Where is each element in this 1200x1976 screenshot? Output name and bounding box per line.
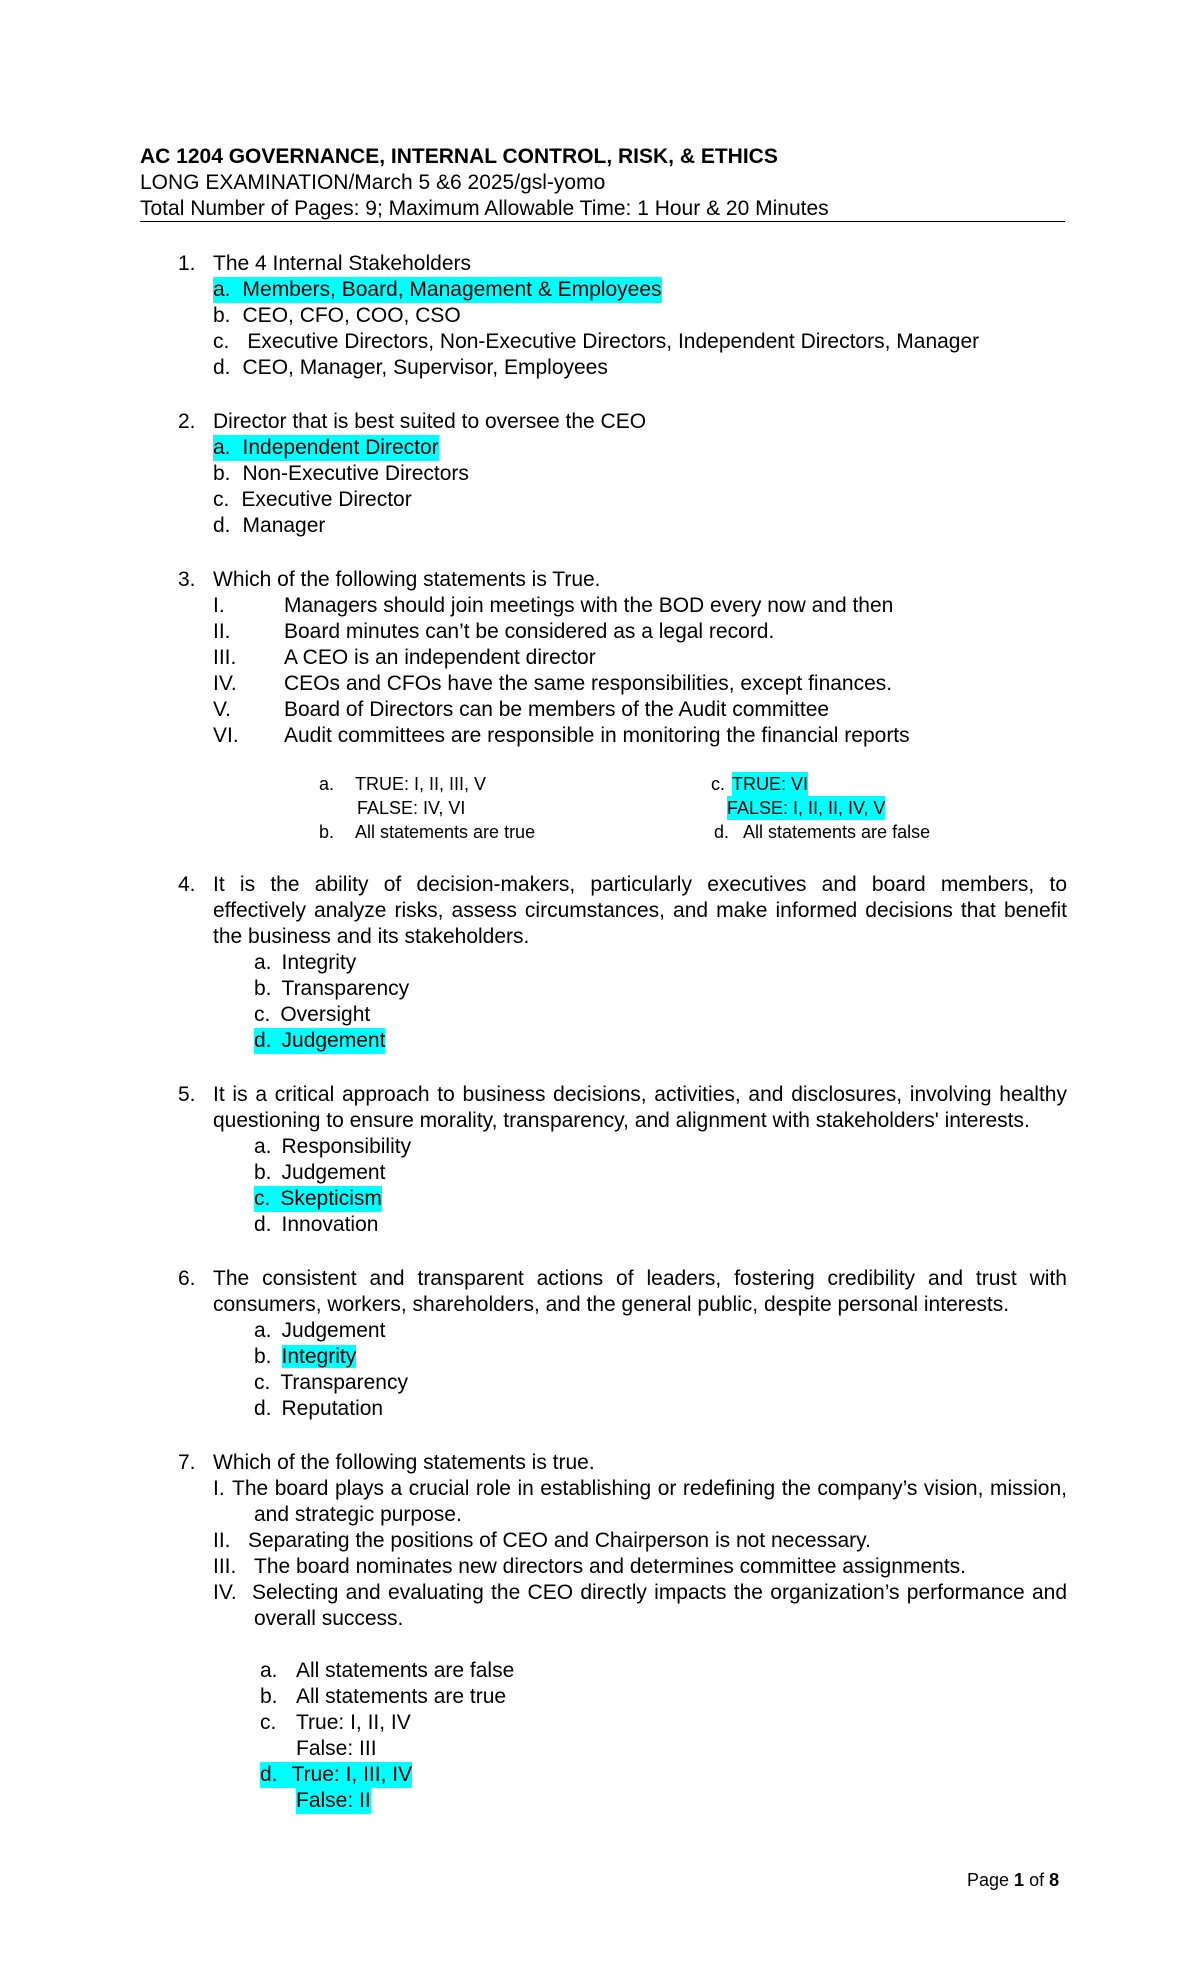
statement-text-continued: overall success. xyxy=(254,1607,404,1630)
option-text: Judgement xyxy=(281,1319,386,1342)
option-text: All statements are false xyxy=(296,1659,515,1682)
option-text: Independent Director xyxy=(242,436,439,459)
question-number: 3. xyxy=(178,568,196,591)
option-letter: b. xyxy=(260,1685,278,1708)
statement-text: Managers should join meetings with the BOD every now and then xyxy=(284,594,894,617)
question-stem-line: questioning to ensure morality, transparency, and alignment with stakeholders' interests. xyxy=(213,1109,1030,1132)
option-c xyxy=(254,1370,408,1396)
option-text: Manager xyxy=(242,514,326,537)
option-c xyxy=(213,487,412,513)
statement-numeral: III. xyxy=(213,646,237,669)
option-d xyxy=(254,1212,378,1238)
statement-text-continued: and strategic purpose. xyxy=(254,1503,462,1526)
option-letter: b. xyxy=(213,462,231,485)
option-letter: d. xyxy=(254,1397,272,1420)
question-stem-line: It is the ability of decision-makers, particularly executives and board members, to xyxy=(213,873,1067,896)
statement-text: Separating the positions of CEO and Chairperson is not necessary. xyxy=(248,1529,871,1552)
option-text: Judgement xyxy=(281,1161,386,1184)
option-c xyxy=(213,329,979,355)
page-current: 1 xyxy=(1014,1870,1025,1890)
statement-numeral: III. xyxy=(213,1555,237,1578)
question-stem: Director that is best suited to oversee the CEO xyxy=(213,410,647,433)
statement-numeral: I. xyxy=(213,594,225,617)
option-b xyxy=(254,1160,385,1186)
question-stem-line: effectively analyze risks, assess circumstances, and make informed decisions that benefit xyxy=(213,899,1067,922)
question-number: 4. xyxy=(178,873,196,896)
option-letter: c. xyxy=(254,1187,271,1210)
option-letter: c. xyxy=(254,1003,271,1026)
statement-numeral: I. xyxy=(213,1477,225,1500)
question-number: 7. xyxy=(178,1451,196,1474)
option-text: Integrity xyxy=(281,1345,357,1368)
course-title: AC 1204 GOVERNANCE, INTERNAL CONTROL, RISK, & ETHICS xyxy=(140,145,778,168)
statement-text: CEOs and CFOs have the same responsibilities, except finances. xyxy=(284,672,893,695)
option-text: Non-Executive Directors xyxy=(242,462,469,485)
statement-text: The board plays a crucial role in establishing or redefining the company’s vision, mission, xyxy=(232,1477,1067,1500)
option-text-continued: False: III xyxy=(296,1737,377,1760)
option-letter: d. xyxy=(260,1763,278,1786)
statement-text: Selecting and evaluating the CEO directly impacts the organization’s performance and xyxy=(252,1581,1067,1604)
option-letter: d. xyxy=(254,1029,272,1052)
question-number: 6. xyxy=(178,1267,196,1290)
choice-c-true: TRUE: VI xyxy=(732,774,809,794)
option-text: True: I, III, IV xyxy=(291,1763,413,1786)
statement-numeral: V. xyxy=(213,698,231,721)
option-a xyxy=(254,1318,385,1344)
option-letter: a. xyxy=(254,951,272,974)
statement-text: Board of Directors can be members of the Audit committee xyxy=(284,698,830,721)
choice-c-false: FALSE: I, II, II, IV, V xyxy=(727,798,886,818)
question-number: 1. xyxy=(178,252,196,275)
page-total: 8 xyxy=(1049,1870,1060,1890)
option-letter: d. xyxy=(213,356,231,379)
option-letter: b. xyxy=(254,977,272,1000)
statement-numeral: IV. xyxy=(213,672,237,695)
option-d xyxy=(254,1028,385,1054)
option-b xyxy=(213,303,461,329)
option-letter: c. xyxy=(213,488,230,511)
option-d xyxy=(213,513,325,539)
option-text-continued: False: II xyxy=(296,1789,371,1812)
option-letter: c. xyxy=(213,330,230,353)
option-letter: b. xyxy=(213,304,231,327)
option-text: Skepticism xyxy=(280,1187,382,1210)
option-letter: a. xyxy=(213,278,231,301)
option-letter: c. xyxy=(260,1711,277,1734)
option-text: Executive Directors, Non-Executive Directors, Independent Directors, Manager xyxy=(247,330,980,353)
option-c xyxy=(254,1186,382,1212)
option-text: All statements are true xyxy=(296,1685,507,1708)
question-stem: The 4 Internal Stakeholders xyxy=(213,252,471,275)
page-of: of xyxy=(1024,1870,1050,1890)
statement-numeral: II. xyxy=(213,620,231,643)
question-stem-line: It is a critical approach to business decisions, activities, and disclosures, involving healthy xyxy=(213,1083,1067,1106)
option-text: True: I, II, IV xyxy=(296,1711,411,1734)
option-text: Executive Director xyxy=(241,488,412,511)
option-text: Reputation xyxy=(281,1397,384,1420)
choice-d-letter: d. xyxy=(714,822,730,842)
option-letter: d. xyxy=(213,514,231,537)
option-text: CEO, CFO, COO, CSO xyxy=(242,304,461,327)
statement-numeral: IV. xyxy=(213,1581,237,1604)
choice-a-true: TRUE: I, II, III, V xyxy=(355,774,487,794)
statement-text: Audit committees are responsible in monitoring the financial reports xyxy=(284,724,910,747)
question-stem: Which of the following statements is true. xyxy=(213,1451,595,1474)
choice-d-text: All statements are false xyxy=(743,822,931,842)
option-d xyxy=(213,355,608,381)
question-stem: Which of the following statements is True. xyxy=(213,568,601,591)
page-prefix: Page xyxy=(967,1870,1015,1890)
option-text: Transparency xyxy=(281,977,410,1000)
option-a xyxy=(254,950,356,976)
option-c xyxy=(254,1002,370,1028)
statement-numeral: II. xyxy=(213,1529,231,1552)
exam-line: LONG EXAMINATION/March 5 &6 2025/gsl-yomo xyxy=(140,171,606,194)
option-letter: a. xyxy=(213,436,231,459)
option-letter: b. xyxy=(254,1345,272,1368)
option-d xyxy=(254,1396,383,1422)
question-number: 5. xyxy=(178,1083,196,1106)
option-b xyxy=(254,1344,356,1370)
option-d xyxy=(260,1762,412,1788)
option-text: Judgement xyxy=(281,1029,386,1052)
statement-numeral: VI. xyxy=(213,724,239,747)
option-text: Oversight xyxy=(280,1003,371,1026)
statement-text: Board minutes can’t be considered as a legal record. xyxy=(284,620,775,643)
statement-text: The board nominates new directors and determines committee assignments. xyxy=(254,1555,967,1578)
option-letter: c. xyxy=(254,1371,271,1394)
question-stem-line: consumers, workers, shareholders, and the general public, despite personal interests. xyxy=(213,1293,1010,1316)
choice-a-letter: a. xyxy=(319,774,335,794)
option-text: CEO, Manager, Supervisor, Employees xyxy=(242,356,608,379)
question-stem-line: the business and its stakeholders. xyxy=(213,925,530,948)
option-b xyxy=(213,461,469,487)
option-text: Responsibility xyxy=(281,1135,412,1158)
option-letter: a. xyxy=(254,1135,272,1158)
choice-b-letter: b. xyxy=(319,822,335,842)
option-a xyxy=(254,1134,411,1160)
option-a xyxy=(213,277,662,303)
option-text: Innovation xyxy=(281,1213,379,1236)
question-stem-line: The consistent and transparent actions of leaders, fostering credibility and trust with xyxy=(213,1267,1067,1290)
option-text: Transparency xyxy=(280,1371,408,1394)
pages-line: Total Number of Pages: 9; Maximum Allowable Time: 1 Hour & 20 Minutes xyxy=(140,197,829,220)
choice-a-false: FALSE: IV, VI xyxy=(357,798,466,818)
option-text: Integrity xyxy=(281,951,357,974)
statement-text: A CEO is an independent director xyxy=(284,646,596,669)
header-rule xyxy=(140,221,1065,222)
page-number xyxy=(967,1868,1059,1892)
option-letter: d. xyxy=(254,1213,272,1236)
option-b xyxy=(254,976,409,1002)
option-letter: a. xyxy=(254,1319,272,1342)
option-letter: a. xyxy=(260,1659,278,1682)
option-text: Members, Board, Management & Employees xyxy=(242,278,662,301)
option-letter: b. xyxy=(254,1161,272,1184)
choice-b-text: All statements are true xyxy=(355,822,536,842)
choice-c-letter: c. xyxy=(711,774,726,794)
question-number: 2. xyxy=(178,410,196,433)
option-a xyxy=(213,435,439,461)
